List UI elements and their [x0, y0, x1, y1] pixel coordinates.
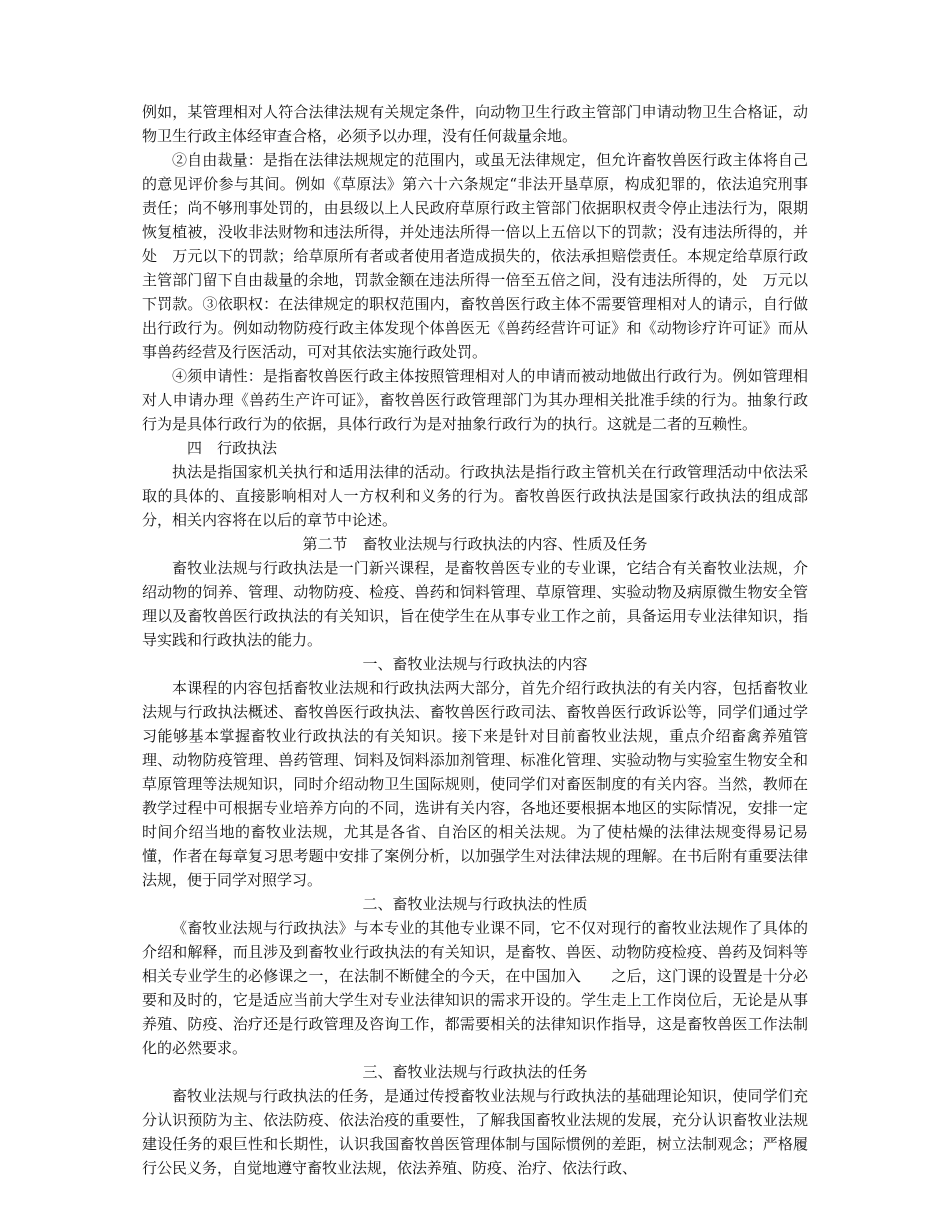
- paragraph-application: ④须申请性：是指畜牧兽医行政主体按照管理相对人的申请而被动地做出行政行为。例如管理相对人申请办理《兽药生产许可证》，畜牧兽医行政管理部门为其办理相关批准手续的行为。抽象行政行为是具体行政行为的依据，具体行政行为是对抽象行政行为的执行。这就是二者的互赖性。: [142, 367, 808, 433]
- heading-tasks: 三、畜牧业法规与行政执法的任务: [362, 1063, 588, 1081]
- paragraph-nature: 《畜牧业法规与行政执法》与本专业的其他专业课不同，它不仅对现行的畜牧业法规作了具体的介绍和解释，而且涉及到畜牧业行政执法的有关知识，是畜牧、兽医、动物防疫检疫、兽药及饲料等相关专业学生的必修课之一，在法制不断健全的今天，在中国加入 之后，这门课的设置是十分必要和及时的，它是适应当前大学生对专业法律知识的需求开设的。学生走上工作岗位后，无论是从事养殖、防疫、治疗还是行政管理及咨询工作，都需要相关的法律知识作指导，这是畜牧兽医工作法制化的必然要求。: [142, 919, 808, 1057]
- paragraph-content: 本课程的内容包括畜牧业法规和行政执法两大部分，首先介绍行政执法的有关内容，包括畜牧业法规与行政执法概述、畜牧兽医行政执法、畜牧兽医行政司法、畜牧兽医行政诉讼等，同学们通过学习能够基本掌握畜牧业行政执法的有关知识。接下来是针对目前畜牧业法规，重点介绍畜禽养殖管理、动物防疫管理、兽药管理、饲料及饲料添加剂管理、标准化管理、实验动物与实验室生物安全和草原管理等法规知识，同时介绍动物卫生国际规则，使同学们对畜医制度的有关内容。当然，教师在教学过程中可根据专业培养方向的不同，选讲有关内容，各地还要根据本地区的实际情况，安排一定时间介绍当地的畜牧业法规，尤其是各省、自治区的相关法规。为了使枯燥的法律法规变得易记易懂，作者在每章复习思考题中安排了案例分析，以加强学生对法律法规的理解。在书后附有重要法律法规，便于同学对照学习。: [142, 679, 808, 889]
- heading-nature: 二、畜牧业法规与行政执法的性质: [362, 895, 588, 913]
- heading-content: 一、畜牧业法规与行政执法的内容: [362, 655, 588, 673]
- paragraph-enforcement: 执法是指国家机关执行和适用法律的活动。行政执法是指行政主管机关在行政管理活动中依法采取的具体的、直接影响相对人一方权利和义务的行为。畜牧兽医行政执法是国家行政执法的组成部分，相关内容将在以后的章节中论述。: [142, 463, 808, 529]
- heading-administrative-enforcement: 四 行政执法: [187, 439, 278, 457]
- section-title: 第二节 畜牧业法规与行政执法的内容、性质及任务: [302, 535, 648, 553]
- paragraph-course-intro: 畜牧业法规与行政执法是一门新兴课程，是畜牧兽医专业的专业课，它结合有关畜牧业法规，介绍动物的饲养、管理、动物防疫、检疫、兽药和饲料管理、草原管理、实验动物及病原微生物安全管理以及畜牧兽医行政执法的有关知识，旨在使学生在从事专业工作之前，具备运用专业法律知识，指导实践和行政执法的能力。: [142, 559, 808, 649]
- paragraph-tasks: 畜牧业法规与行政执法的任务，是通过传授畜牧业法规与行政执法的基础理论知识，使同学们充分认识预防为主、依法防疫、依法治疫的重要性，了解我国畜牧业法规的发展，充分认识畜牧业法规建设任务的艰巨性和长期性，认识我国畜牧兽医管理体制与国际惯例的差距，树立法制观念；严格履行公民义务，自觉地遵守畜牧业法规，依法养殖、防疫、治疗、依法行政、: [142, 1087, 808, 1177]
- document-page: [142, 100, 808, 1180]
- paragraph-discretionary: ②自由裁量：是指在法律法规规定的范围内，或虽无法律规定，但允许畜牧兽医行政主体将自己的意见评价参与其间。例如《草原法》第六十六条规定“非法开垦草原，构成犯罪的，依法追究刑事责任；尚不够刑事处罚的，由县级以上人民政府草原行政主管部门依据职权责令停止违法行为，限期恢复植被，没收非法财物和违法所得，并处违法所得一倍以上五倍以下的罚款；没有违法所得的，并处 万元以下的罚款；给草原所有者或者使用者造成损失的，依法承担赔偿责任。本规定给草原行政主管部门留下自由裁量的余地，罚款金额在违法所得一倍至五倍之间，没有违法所得的，处 万元以下罚款。③依职权：在法律规定的职权范围内，畜牧兽医行政主体不需要管理相对人的请示，自行做出行政行为。例如动物防疫行政主体发现个体兽医无《兽药经营许可证》和《动物诊疗许可证》而从事兽药经营及行医活动，可对其依法实施行政处罚。: [142, 151, 808, 361]
- paragraph-1: 例如，某管理相对人符合法律法规有关规定条件，向动物卫生行政主管部门申请动物卫生合格证，动物卫生行政主体经审查合格，必须予以办理，没有任何裁量余地。: [142, 103, 808, 145]
